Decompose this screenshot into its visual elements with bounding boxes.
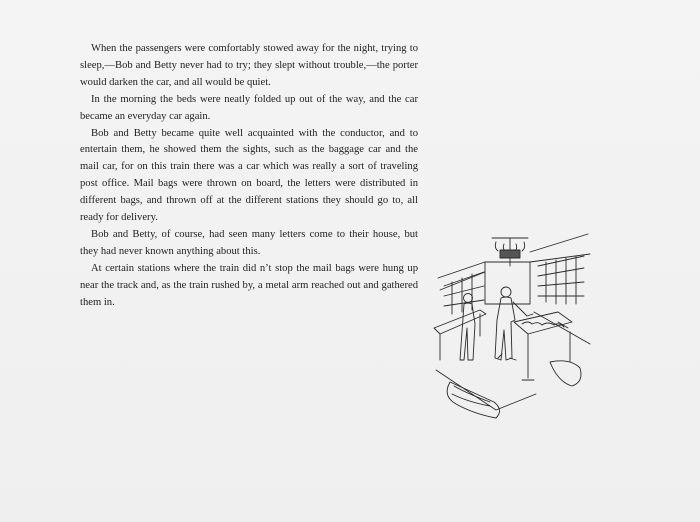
mail-car-sketch: [430, 232, 592, 430]
story-text: [80, 41, 418, 312]
sorting-table: [514, 312, 572, 380]
paragraph-5: At certain stations where the train did n’t stop the mail bags were hung up near the track and, as the train rushed by, a metal arm reached out and gathered them in.: [80, 262, 418, 308]
paragraph-2: In the morning the beds were neatly folded up out of the way, and the car became an everyday car again.: [80, 93, 418, 122]
paragraph-1: When the passengers were comfortably stowed away for the night, trying to sleep,—Bob and Betty never had to try; they slept without trouble,—the porter would darken the car, and all would be quiet.: [80, 43, 418, 88]
paragraph-4: Bob and Betty, of course, had seen many letters come to their house, but they had never known anything about this.: [80, 228, 418, 257]
paragraph-3: Bob and Betty became quite well acquainted with the conductor, and to entertain them, he showed them the sights, such as the baggage car and the mail car, for on this train there was a car which was really a sort of traveling post office. Mail bags were thrown on board, the letters were distributed in different bags, and thrown off at the different stations they should go to, all ready for delivery.: [80, 127, 418, 224]
mail-car-illustration: [430, 232, 592, 430]
mail-sacks: [436, 361, 581, 418]
mail-clerk-right: [495, 287, 533, 360]
